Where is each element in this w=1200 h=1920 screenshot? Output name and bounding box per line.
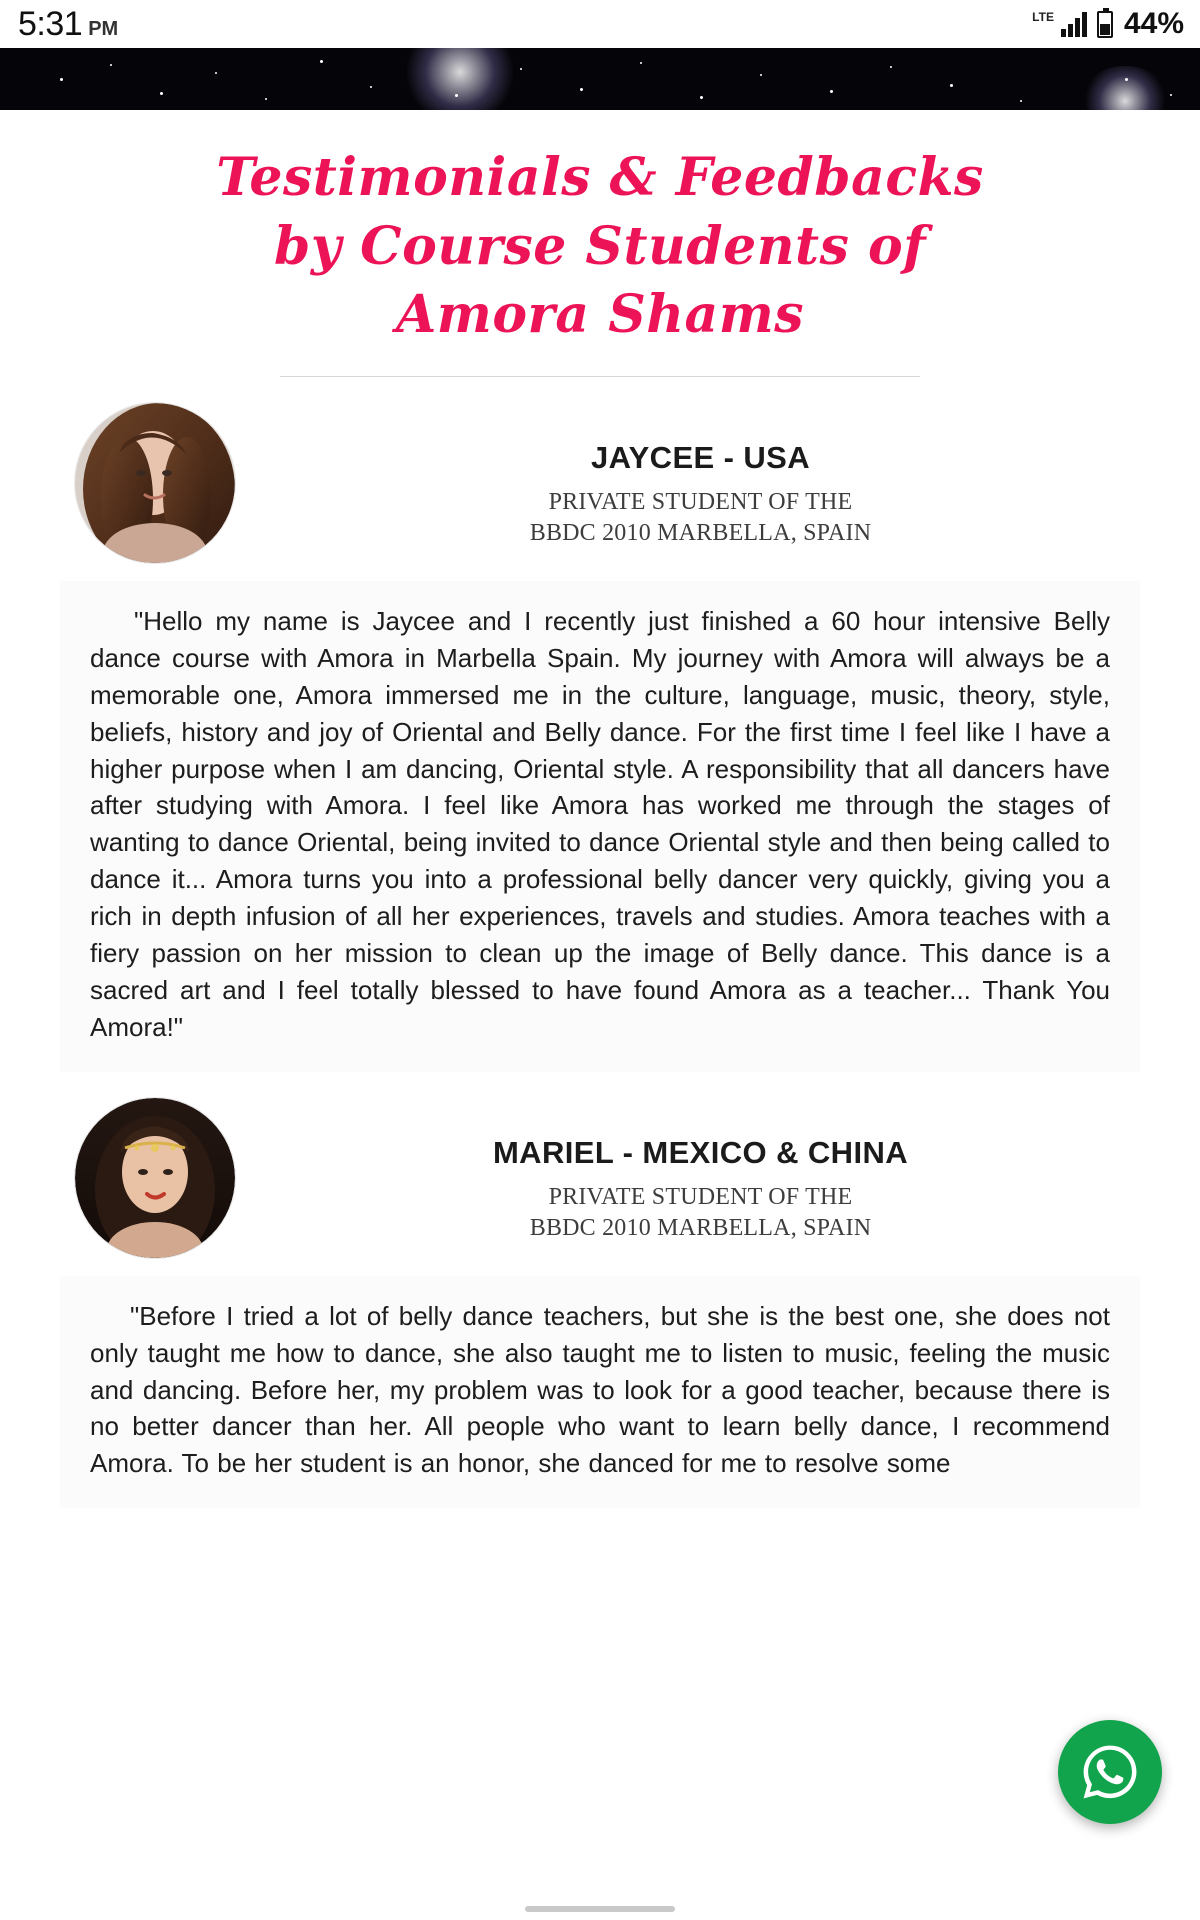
status-bar-right [1032,7,1184,41]
status-ampm: PM [88,17,119,40]
star [890,66,892,68]
star [455,94,458,97]
star [1020,100,1022,102]
star [60,78,63,81]
star [760,74,762,76]
battery-icon [1097,11,1113,38]
star [265,98,267,100]
star [160,92,163,95]
star [110,64,112,66]
testimonial-name: JAYCEE - USA [591,439,810,475]
star [1170,94,1172,96]
page-title-line-1: Testimonials & Feedbacks [216,147,984,208]
battery-percentage: 44% [1123,7,1184,40]
status-bar [0,0,1200,48]
testimonial-header [0,1098,1200,1258]
star [215,72,217,74]
whatsapp-button[interactable] [1058,1720,1162,1824]
testimonial-subtitle-line-1: PRIVATE STUDENT OF THE [548,488,853,515]
star [1125,78,1128,81]
signal-strength-icon [1061,11,1087,37]
star [700,96,703,99]
testimonial-meta [261,1098,1140,1243]
star [320,60,323,63]
testimonial-subtitle-line-2: BBDC 2010 MARBELLA, SPAIN [529,519,872,546]
network-type-label: LTE [1032,10,1054,24]
testimonial-body [60,1276,1140,1509]
star [370,86,372,88]
home-indicator[interactable] [525,1906,675,1912]
star [640,62,642,64]
status-time: 5:31 [18,4,83,43]
whatsapp-icon [1077,1739,1143,1805]
testimonial-body [60,581,1140,1072]
testimonial-subtitle-line-1: PRIVATE STUDENT OF THE [548,1183,853,1210]
testimonial-card [0,403,1200,1072]
page-title-wrap [0,110,1200,377]
testimonial-card [0,1098,1200,1509]
testimonial-meta [261,403,1140,548]
jaycee-avatar [75,403,235,563]
title-divider [280,376,920,377]
testimonial-subtitle-line-2: BBDC 2010 MARBELLA, SPAIN [529,1214,872,1241]
navigation-bar [0,1898,1200,1920]
star [830,90,833,93]
starfield-banner [0,48,1200,110]
testimonial-text: "Before I tried a lot of belly dance teachers, but she is the best one, she does not only taught me how to dance, she also taught me to listen to music, feeling the music and dancing. Before her, my problem was to look for a good teacher, because there is no better dancer than her. All people who want to learn belly dance, I recommend Amora. To be her student is an honor, she danced for me to resolve some [90,1300,1110,1479]
star [950,84,953,87]
star-glow [400,48,520,110]
testimonial-name: MARIEL - MEXICO & CHINA [492,1134,909,1170]
mariel-avatar [75,1098,235,1258]
star-glow [1080,66,1170,110]
star [580,88,583,91]
testimonial-text: "Hello my name is Jaycee and I recently just finished a 60 hour intensive Belly dance course with Amora in Marbella Spain. My journey with Amora will always be a memorable one, Amora immersed me in the culture, language, music, theory, style, beliefs, history and joy of Oriental and Belly dance. For the first time I feel like I have a higher purpose when I am dancing, Oriental style. A responsibility that all dancers have after studying with Amora. I feel like Amora has worked me through the stages of wanting to dance Oriental, being invited to dance Oriental style and then being called to dance it... Amora turns you into a professional belly dancer very quickly, giving you a rich in depth infusion of all her experiences, travels and studies. Amora teaches with a fiery passion on her mission to clean up the image of Belly dance. This dance is a sacred art and I feel totally blessed to have found Amora as a teacher... Thank You Amora!" [90,605,1110,1042]
page-title-line-3: Amora Shams [395,284,805,346]
testimonial-header [0,403,1200,563]
status-bar-left [18,5,118,44]
star [520,68,522,70]
page-title-line-2: by Course Students of [274,215,926,277]
page-content [0,110,1200,1508]
